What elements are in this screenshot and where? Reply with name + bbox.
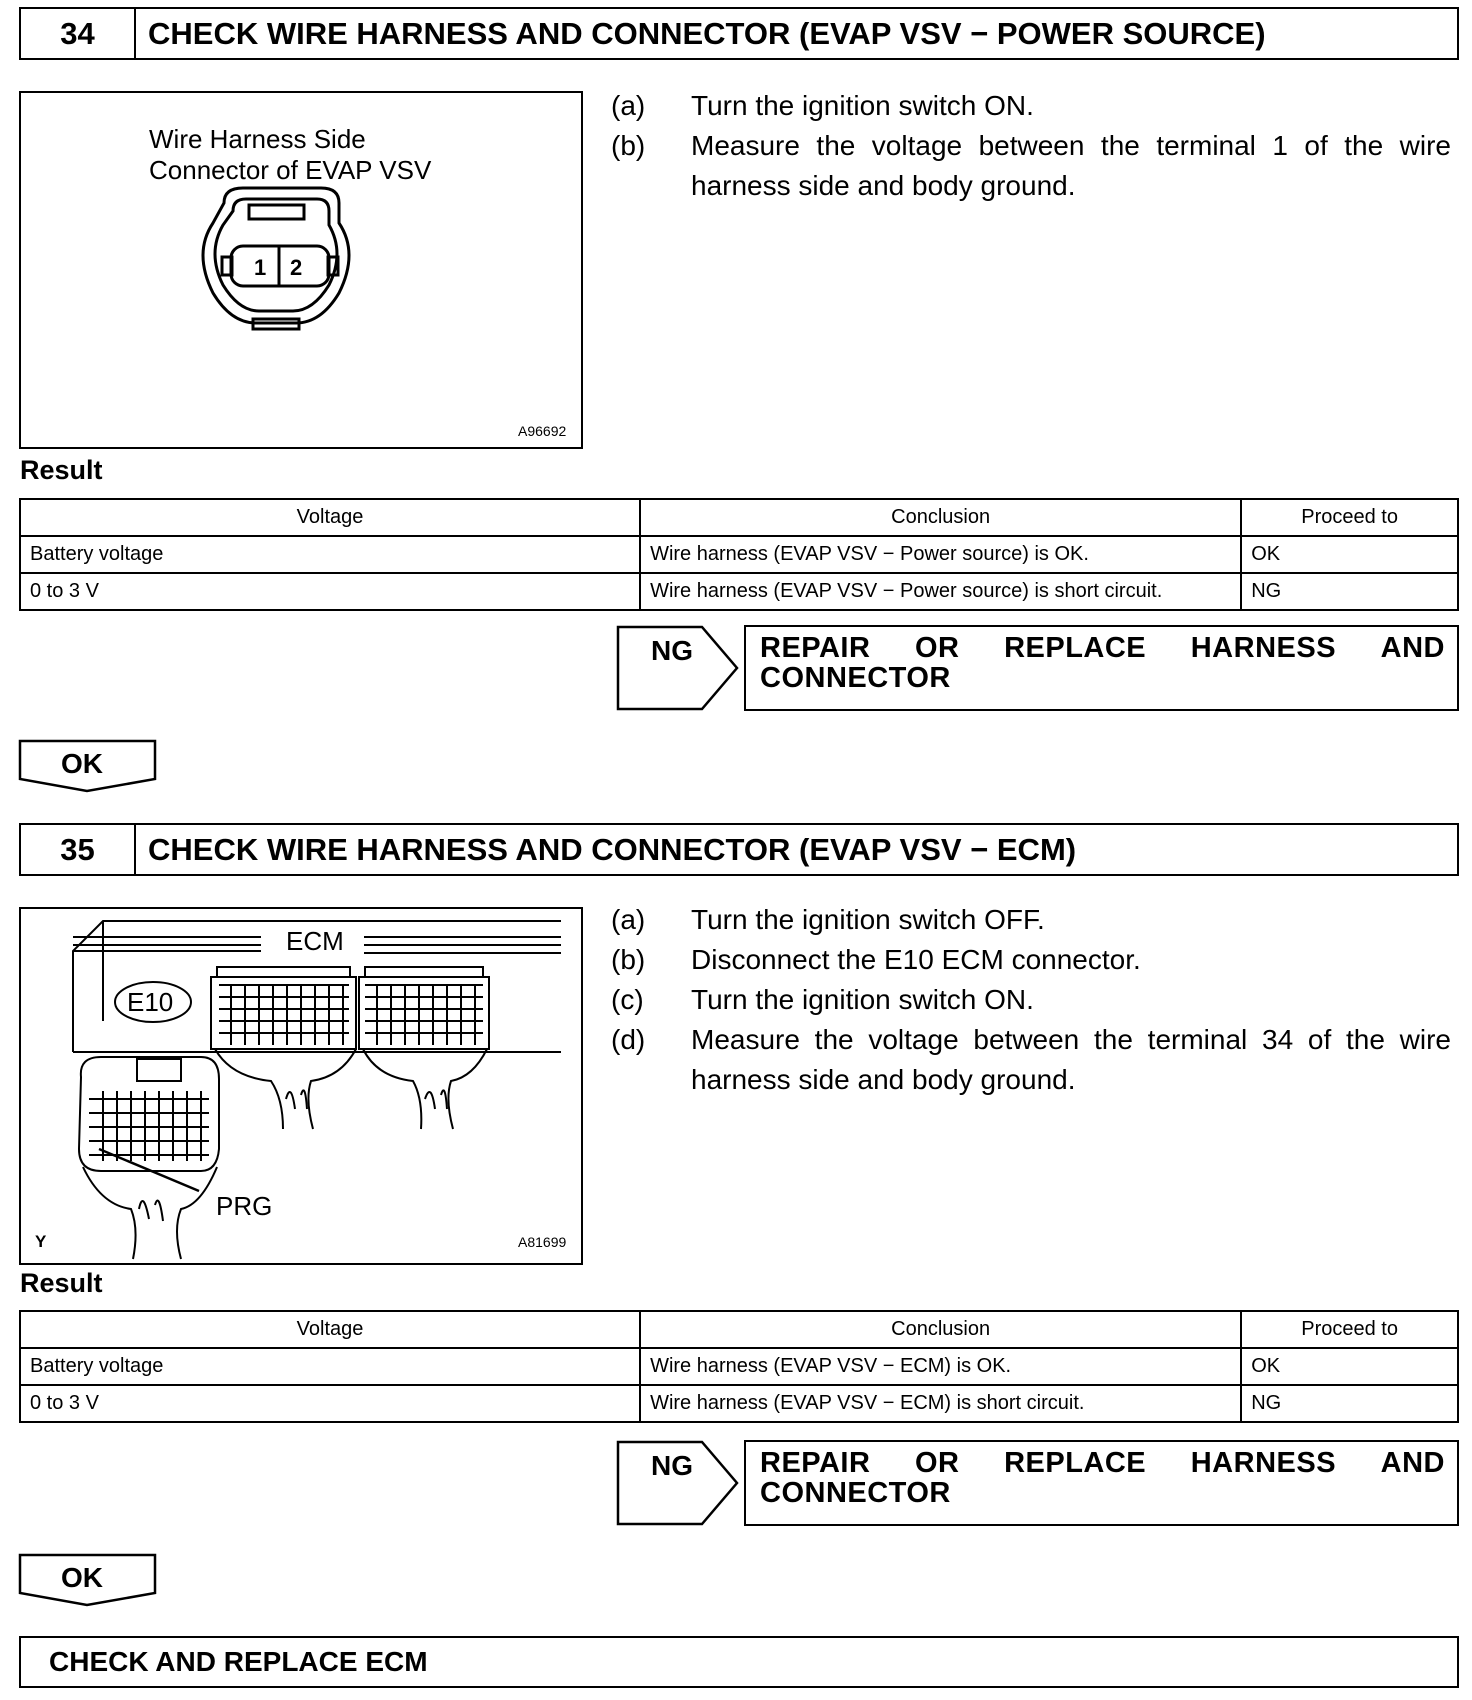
instruction-item [611,980,1451,1020]
action-word: REPAIR [760,1447,871,1479]
table-header-row [20,499,1458,536]
action-word: REPLACE [1004,632,1147,664]
table-cell: Wire harness (EVAP VSV − ECM) is short circuit. [640,1385,1241,1422]
instruction-text: Disconnect the E10 ECM connector. [691,944,1141,975]
instruction-label: (a) [611,90,646,121]
figure-label-line1: Wire Harness Side [149,124,366,154]
instruction-item [611,940,1451,980]
ng-label: NG [651,635,693,666]
action-word: AND [1380,632,1445,664]
step-number: 34 [21,9,136,58]
action-word: HARNESS [1190,632,1337,664]
ok-label: OK [61,748,103,779]
prg-label: PRG [216,1191,273,1221]
column-header: Voltage [20,1311,640,1348]
step-title: CHECK WIRE HARNESS AND CONNECTOR (EVAP VSV − POWER SOURCE) [148,15,1266,51]
action-word: REPLACE [1004,1447,1147,1479]
evap-vsv-connector-icon [203,188,349,329]
result-heading: Result [20,1268,103,1298]
table-row [20,573,1458,610]
table-cell: NG [1241,573,1458,610]
instruction-label: (c) [611,984,644,1015]
column-header: Proceed to [1241,499,1458,536]
ng-action-box [744,1440,1459,1526]
final-step-header [19,1636,1459,1688]
table-cell: NG [1241,1385,1458,1422]
ecm-unit-icon [73,921,561,1259]
step-number: 35 [21,825,136,874]
e10-label: E10 [127,987,174,1017]
column-header: Conclusion [640,499,1241,536]
ok-label: OK [61,1562,103,1593]
instruction-item [611,126,1451,206]
instruction-label: (d) [611,1024,646,1055]
table-row [20,1385,1458,1422]
column-header: Voltage [20,499,640,536]
table-cell: Wire harness (EVAP VSV − ECM) is OK. [640,1348,1241,1385]
corner-letter: Y [35,1232,47,1251]
step-34-instructions [611,86,1451,206]
column-header: Proceed to [1241,1311,1458,1348]
table-cell: Wire harness (EVAP VSV − Power source) is OK. [640,536,1241,573]
column-header: Conclusion [640,1311,1241,1348]
table-cell: OK [1241,536,1458,573]
instruction-text: Measure the voltage between the terminal 34 of the wire harness side and body ground. [691,1024,1451,1095]
ecm-label: ECM [286,926,344,956]
table-header-row [20,1311,1458,1348]
instruction-item [611,900,1451,940]
figure-code: A81699 [518,1234,567,1250]
pin-2-label: 2 [290,255,303,280]
result-table-34 [19,498,1459,611]
table-row [20,1348,1458,1385]
instruction-item [611,86,1451,126]
action-line2: CONNECTOR [760,662,951,694]
figure-code: A96692 [518,423,567,439]
result-table-35 [19,1310,1459,1423]
action-line2: CONNECTOR [760,1477,951,1509]
action-word: HARNESS [1190,1447,1337,1479]
final-step-title: CHECK AND REPLACE ECM [49,1646,428,1677]
table-cell: OK [1241,1348,1458,1385]
result-heading: Result [20,455,103,485]
instruction-text: Turn the ignition switch ON. [691,90,1034,121]
step-title: CHECK WIRE HARNESS AND CONNECTOR (EVAP VSV − ECM) [148,831,1077,867]
instruction-text: Turn the ignition switch OFF. [691,904,1045,935]
connector-figure [19,91,583,449]
action-word: REPAIR [760,632,871,664]
ng-action-box [744,625,1459,711]
action-word: OR [915,1447,960,1479]
table-cell: 0 to 3 V [20,573,640,610]
table-row [20,536,1458,573]
instruction-item [611,1020,1451,1100]
instruction-label: (a) [611,904,646,935]
instruction-label: (b) [611,944,646,975]
figure-label-line2: Connector of EVAP VSV [149,155,432,185]
ecm-figure [19,907,583,1265]
instruction-label: (b) [611,130,646,161]
action-word: AND [1380,1447,1445,1479]
ng-label: NG [651,1450,693,1481]
table-cell: Battery voltage [20,536,640,573]
step-34-header [19,7,1459,60]
pin-1-label: 1 [254,255,267,280]
table-cell: Battery voltage [20,1348,640,1385]
step-35-instructions [611,900,1451,1100]
table-cell: 0 to 3 V [20,1385,640,1422]
table-cell: Wire harness (EVAP VSV − Power source) is short circuit. [640,573,1241,610]
instruction-text: Turn the ignition switch ON. [691,984,1034,1015]
instruction-text: Measure the voltage between the terminal 1 of the wire harness side and body ground. [691,130,1451,201]
action-word: OR [915,632,960,664]
step-35-header [19,823,1459,876]
